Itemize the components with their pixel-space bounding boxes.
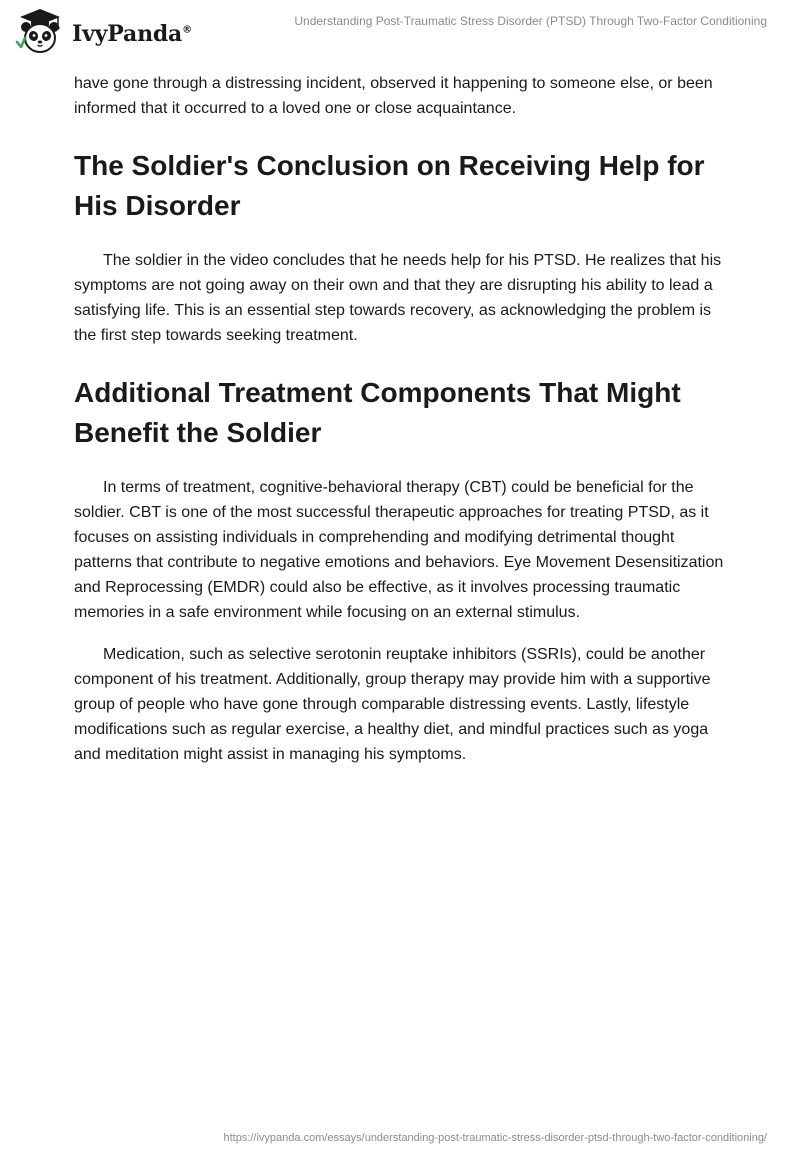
page-header [0, 0, 800, 62]
brand-name: IvyPanda® [72, 21, 192, 47]
brand-logo[interactable] [14, 8, 192, 56]
essay-content [74, 71, 734, 767]
registered-mark: ® [182, 24, 192, 36]
paragraph-soldier-conclusion: The soldier in the video concludes that he needs help for his PTSD. He realizes that his symptoms are not going away on their own and that they are disrupting his ability to lead a satisfying life. This is an essential step towards recovery, as acknowledging the problem is the first step towards seeking treatment. [74, 252, 722, 344]
section-heading-treatment-components: Additional Treatment Components That Might Benefit the Soldier [74, 377, 681, 448]
section-heading-soldier-conclusion: The Soldier's Conclusion on Receiving Help for His Disorder [74, 150, 705, 221]
source-url-link[interactable]: https://ivypanda.com/essays/understanding-post-traumatic-stress-disorder-ptsd-through-two-factor-conditioning/ [223, 1132, 767, 1144]
paragraph-treatment-cbt-emdr: In terms of treatment, cognitive-behavioral therapy (CBT) could be beneficial for the soldier. CBT is one of the most successful therapeutic approaches for treating PTSD, as it focuses on assisting individuals in comprehending and modifying detrimental thought patterns that contribute to negative emotions and behaviors. Eye Movement Desensitization and Reprocessing (EMDR) could also be effective, as it involves processing traumatic memories in a safe environment while focusing on an external stimulus. [74, 479, 724, 621]
panda-logo-icon [14, 8, 66, 56]
paragraph-treatment-medication: Medication, such as selective serotonin reuptake inhibitors (SSRIs), could be another component of his treatment. Additionally, group therapy may provide him with a supportive group of people who have gone through comparable distressing events. Lastly, lifestyle modifications such as regular exercise, a healthy diet, and mindful practices such as yoga and meditation might assist in managing his symptoms. [74, 646, 711, 763]
intro-continuation-paragraph: have gone through a distressing incident, observed it happening to someone else, or been informed that it occurred to a loved one or close acquaintance. [74, 75, 713, 117]
document-title: Understanding Post-Traumatic Stress Disorder (PTSD) Through Two-Factor Conditioning [294, 14, 767, 28]
